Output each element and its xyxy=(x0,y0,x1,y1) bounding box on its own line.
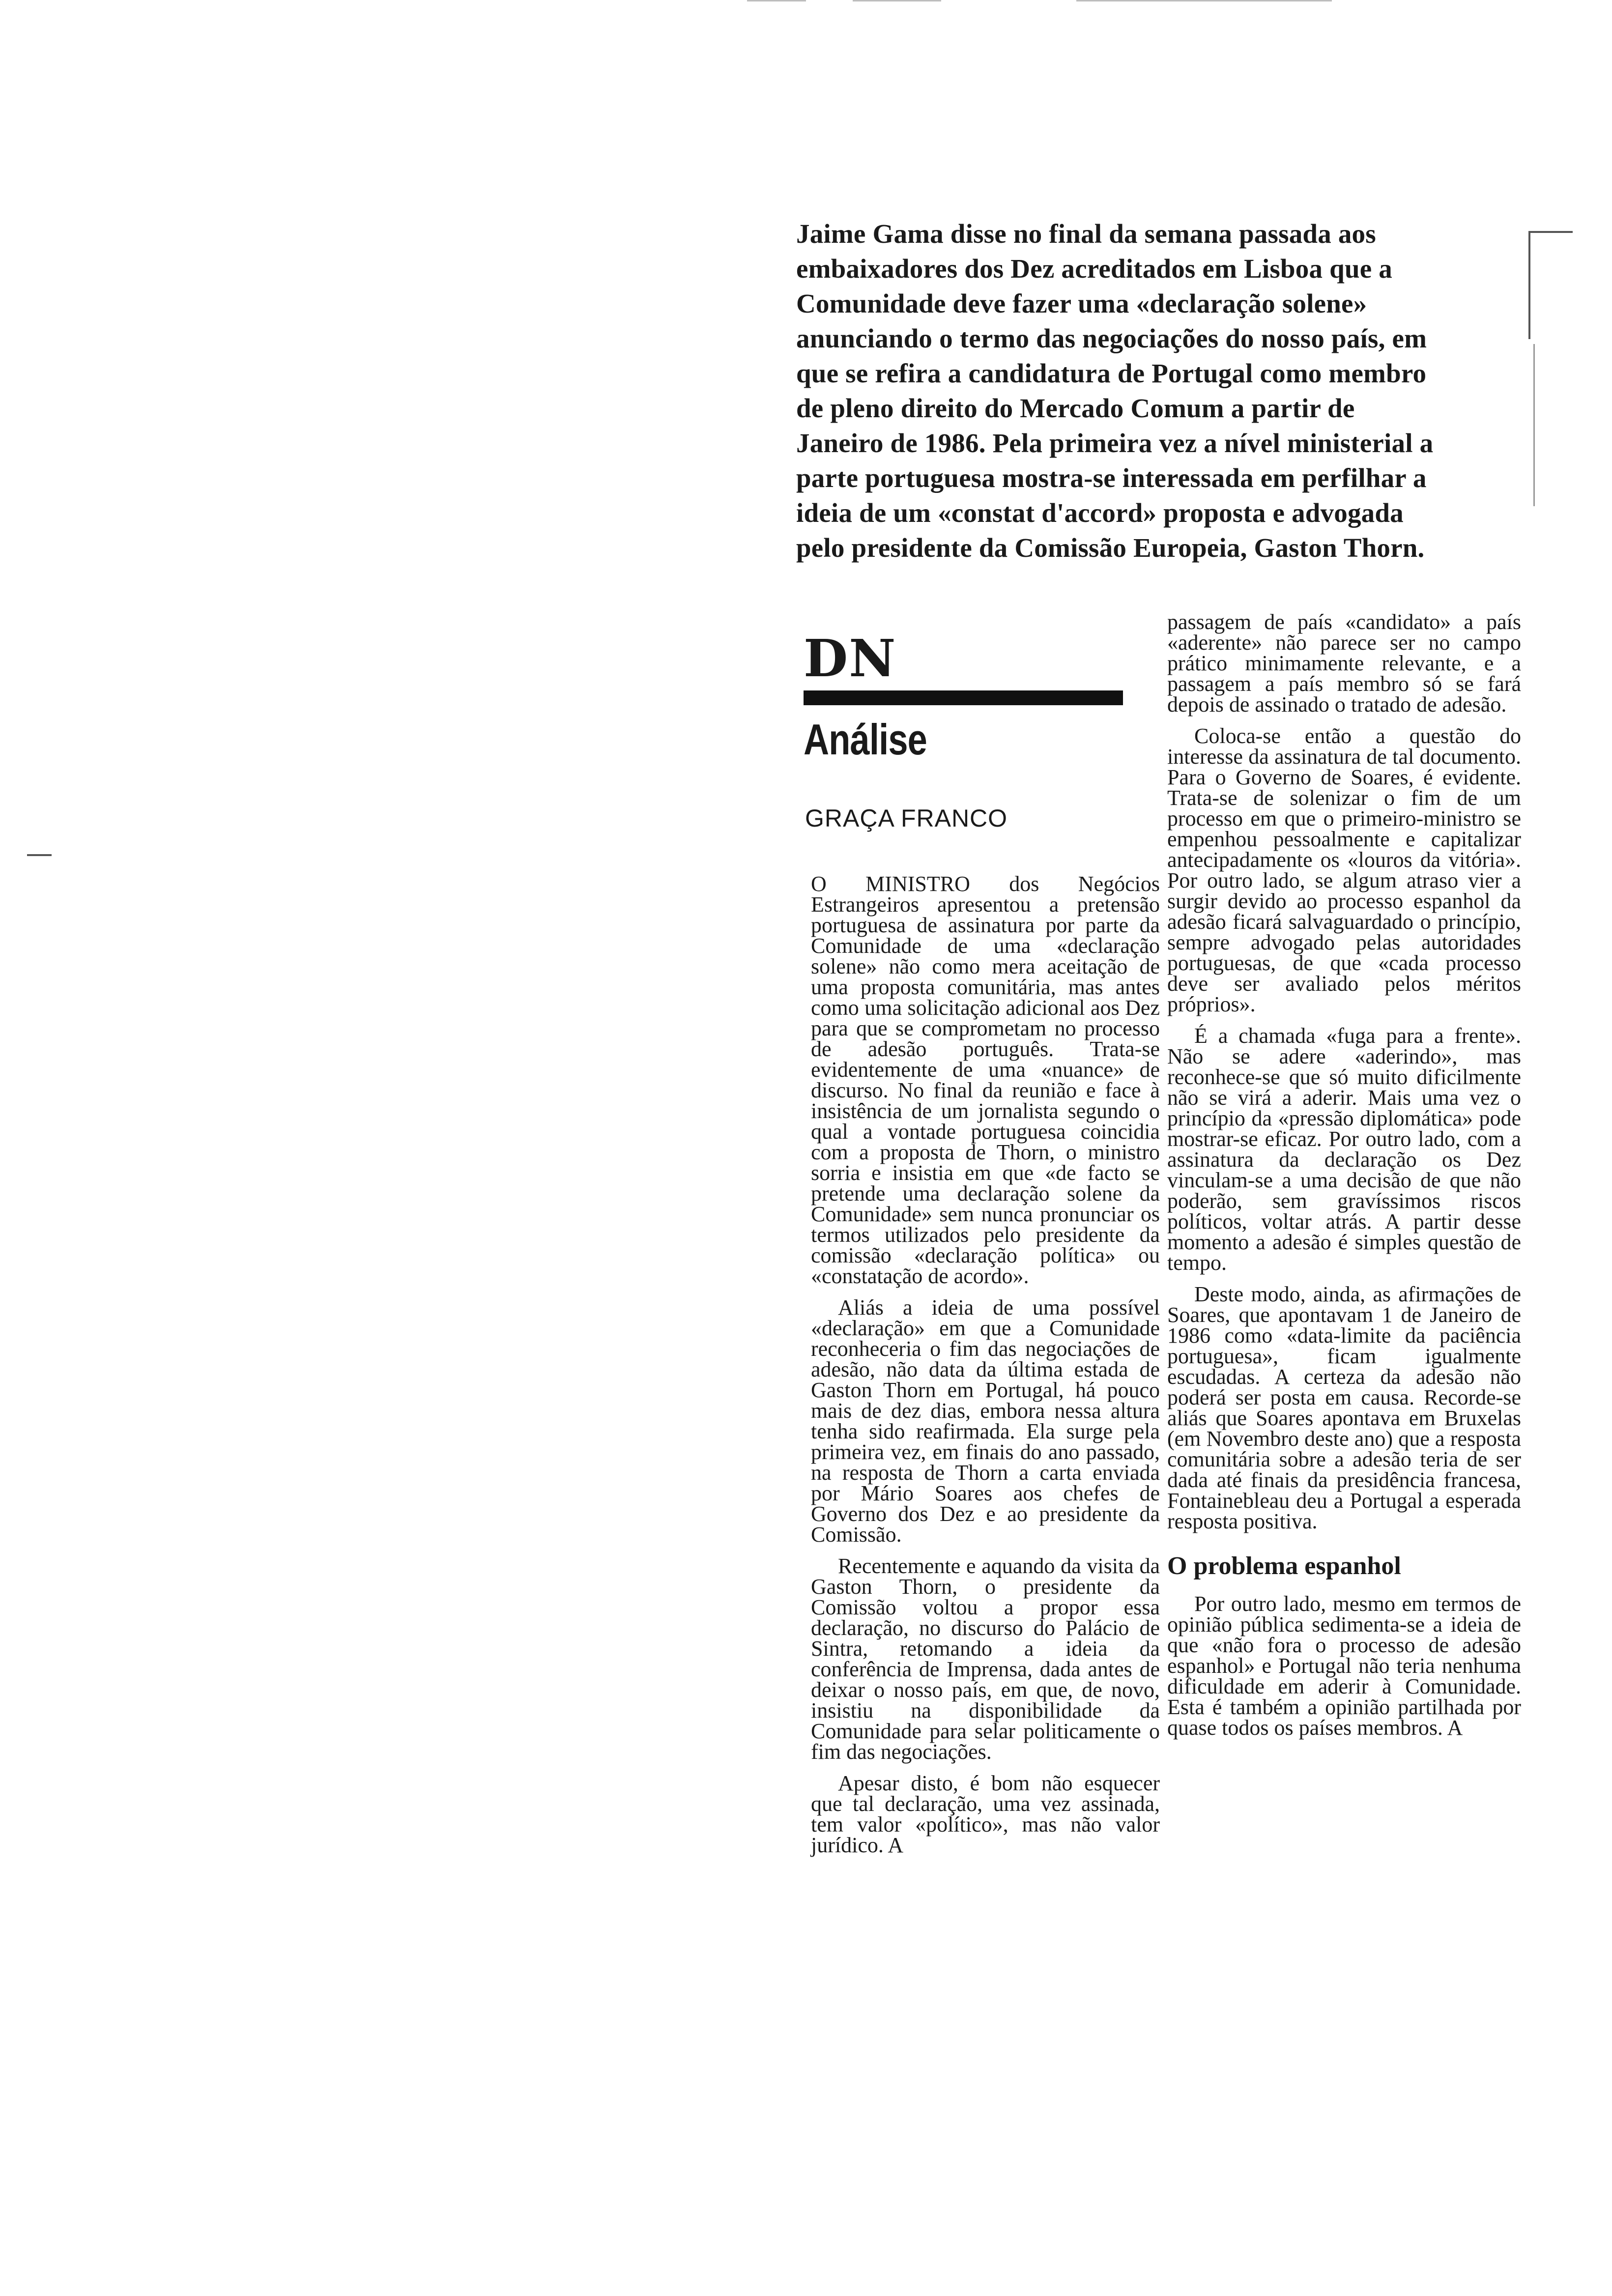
masthead-rule xyxy=(804,690,1123,705)
scan-bracket-side xyxy=(1528,231,1530,339)
lead-line: que se refira a candidatura de Portugal como membro xyxy=(796,358,1427,388)
scan-edge-line-left xyxy=(747,0,806,1)
lead-line: pelo presidente da Comissão Europeia, Gaston Thorn. xyxy=(796,533,1425,563)
lead-line: Jaime Gama disse no final da semana passada aos xyxy=(796,219,1376,249)
article-paragraph: passagem de país «candidato» a país «aderente» não parece ser no campo prático minimamente relevante, e a passagem a país membro só se fará depois de assinado o tratado de adesão. xyxy=(1167,610,1521,717)
article-paragraph: É a chamada «fuga para a frente». Não se adere «aderindo», mas reconhece-se que só muito dificilmente não se virá a aderir. Mais uma vez o princípio da «pressão diplomática» pode mostrar-se eficaz. Por outro lado, com a assinatura da declaração os Dez vinculam-se a uma decisão de que não poderão, sem gravíssimos riscos políticos, voltar atrás. A partir desse momento a adesão é simples questão de tempo. xyxy=(1167,1024,1521,1275)
lead-line: ideia de um «constat d'accord» proposta e advogada xyxy=(796,498,1404,528)
lead-line: embaixadores dos Dez acreditados em Lisboa que a xyxy=(796,254,1392,284)
scan-bracket-top xyxy=(1528,231,1573,233)
article-paragraph: Apesar disto, é bom não esquecer que tal declaração, uma vez assinada, tem valor «político», mas não valor jurídico. A xyxy=(811,1771,1160,1857)
article-paragraph: Coloca-se então a questão do interesse da assinatura de tal documento. Para o Governo de Soares, é evidente. Trata-se de solenizar o fim de um processo em que o primeiro-ministro se empenhou pessoalmente e capitalizar antecipadamente os «louros da vitória». Por outro lado, se algum atraso vier a surgir devido ao processo espanhol da adesão ficará salvaguardado o princípio, sempre advogado pelas autoridades portuguesas, de que «cada processo deve ser avaliado pelos méritos próprios». xyxy=(1167,724,1521,1016)
lead-line: Janeiro de 1986. Pela primeira vez a nível ministerial a xyxy=(796,428,1434,458)
article-paragraph: Aliás a ideia de uma possível «declaração» em que a Comunidade reconheceria o fim das negociações de adesão, não data da última estada de Gaston Thorn em Portugal, há pouco mais de dez dias, embora nessa altura tenha sido reafirmada. Ela surge pela primeira vez, em finais do ano passado, na resposta de Thorn a carta enviada por Mário Soares aos chefes de Governo dos Dez e ao presidente da Comissão. xyxy=(811,1295,1160,1547)
subheading: O problema espanhol xyxy=(1167,1552,1401,1580)
article-paragraph: Deste modo, ainda, as afirmações de Soares, que apontavam 1 de Janeiro de 1986 como «data-limite da paciência portuguesa», ficam igualmente escudadas. A certeza da adesão não poderá ser posta em causa. Recorde-se aliás que Soares apontava em Bruxelas (em Novembro deste ano) que a resposta comunitária sobre a adesão teria de ser dada até finais da presidência francesa, Fontainebleau deu a Portugal a esperada resposta positiva. xyxy=(1167,1282,1521,1533)
scan-edge-tick xyxy=(1533,344,1535,506)
lead-line: de pleno direito do Mercado Comum a partir de xyxy=(796,393,1355,423)
scan-mark-left xyxy=(27,854,52,856)
article-column-right xyxy=(1167,612,1521,1749)
lead-line: parte portuguesa mostra-se interessada em perfilhar a xyxy=(796,463,1427,493)
lead-paragraph xyxy=(796,216,1514,565)
article-column-left xyxy=(811,874,1160,1866)
lead-line: Comunidade deve fazer uma «declaração solene» xyxy=(796,288,1367,318)
article-paragraph: Por outro lado, mesmo em termos de opinião pública sedimenta-se a ideia de que «não fora o processo de adesão espanhol» e Portugal não teria nenhuma dificuldade em aderir à Comunidade. Esta é também a opinião partilhada por quase todos os países membros. A xyxy=(1167,1592,1521,1740)
scan-edge-line-center xyxy=(853,0,941,1)
section-label: Análise xyxy=(804,715,927,764)
scan-edge-line-right xyxy=(1076,0,1332,1)
lead-line: anunciando o termo das negociações do nosso país, em xyxy=(796,323,1427,353)
article-paragraph: O MINISTRO dos Negócios Estrangeiros apresentou a pretensão portuguesa de assinatura por parte da Comunidade de uma «declaração solene» não como mera aceitação de uma proposta comunitária, mas antes como uma solicitação adicional aos Dez para que se comprometam no processo de adesão português. Trata-se evidentemente de uma «nuance» de discurso. No final da reunião e face à insistência de um jornalista segundo o qual a vontade portuguesa coincidia com a proposta de Thorn, o ministro sorria e insistia em que «de facto se pretende uma declaração solene da Comunidade» sem nunca pronunciar os termos utilizados pelo presidente da comissão «declaração política» ou «constatação de acordo». xyxy=(811,872,1160,1288)
dn-logo: DN xyxy=(804,628,897,689)
article-paragraph: Recentemente e aquando da visita da Gaston Thorn, o presidente da Comissão voltou a propor essa declaração, no discurso do Palácio de Sintra, retomando a ideia da conferência de Imprensa, dada antes de deixar o nosso país, em que, de novo, insistiu na disponibilidade da Comunidade para selar politicamente o fim das negociações. xyxy=(811,1554,1160,1764)
byline: GRAÇA FRANCO xyxy=(805,804,1008,832)
